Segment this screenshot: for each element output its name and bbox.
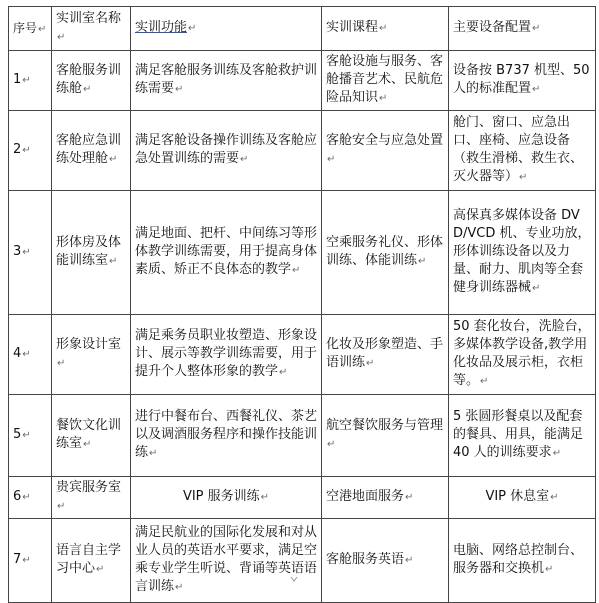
- cell-course: 客舱安全与应急处置↵: [322, 111, 449, 191]
- cell-no: 4↵: [9, 315, 52, 395]
- cell-course: 空港地面服务↵: [322, 477, 449, 519]
- cell-function: 满足客舱服务训练及客舱救护训练需要↵: [131, 51, 322, 111]
- cell-equipment: 50 套化妆台，洗脸台，多媒体教学设备,教学用化妆品及展示柜，衣柜等。↵: [449, 315, 596, 395]
- cell-room-name: 形象设计室↵: [52, 315, 131, 395]
- header-course: 实训课程↵: [322, 7, 449, 51]
- table-row: [9, 51, 596, 111]
- cell-function: 进行中餐布台、西餐礼仪、茶艺以及调酒服务程序和操作技能训练↵: [131, 395, 322, 477]
- table-row: [9, 315, 596, 395]
- cell-course: 化妆及形象塑造、手语训练↵: [322, 315, 449, 395]
- cell-equipment: VIP 休息室↵: [449, 477, 596, 519]
- table-row: [9, 519, 596, 603]
- table-row: [9, 111, 596, 191]
- cell-room-name: 形体房及体能训练室↵: [52, 191, 131, 315]
- cell-equipment: 设备按 B737 机型、50 人的标准配置↵: [449, 51, 596, 111]
- cell-no: 1↵: [9, 51, 52, 111]
- cell-function: 满足客舱设备操作训练及客舱应急处置训练的需要↵: [131, 111, 322, 191]
- cell-equipment: 舱门、窗口、应急出口、座椅、应急设备（救生滑梯、救生衣、灭火器等）↵: [449, 111, 596, 191]
- cell-no: 6↵: [9, 477, 52, 519]
- cell-room-name: 客舱应急训练处理舱↵: [52, 111, 131, 191]
- paragraph-mark-icon: [290, 576, 298, 582]
- cell-room-name: 语言自主学习中心↵: [52, 519, 131, 603]
- header-function: 实训功能↵: [131, 7, 322, 51]
- cell-no: 5↵: [9, 395, 52, 477]
- table-row: [9, 191, 596, 315]
- training-room-table: [8, 6, 596, 603]
- table-row: [9, 477, 596, 519]
- cell-function: 满足地面、把杆、中间练习等形体教学训练需要，用于提高身体素质、矫正不良体态的教学↵: [131, 191, 322, 315]
- cell-equipment: 电脑、网络总控制台、服务器和交换机↵: [449, 519, 596, 603]
- cell-no: 2↵: [9, 111, 52, 191]
- cell-course: 客舱服务英语↵: [322, 519, 449, 603]
- table-row: [9, 395, 596, 477]
- cell-room-name: 客舱服务训练舱↵: [52, 51, 131, 111]
- cell-equipment: 5 张圆形餐桌以及配套的餐具、用具，能满足 40 人的训练要求↵: [449, 395, 596, 477]
- table-header-row: [9, 7, 596, 51]
- cell-function: 满足民航业的国际化发展和对从业人员的英语水平要求，满足空乘专业学生听说、背诵等英语语言训练↵: [131, 519, 322, 603]
- cell-no: 3↵: [9, 191, 52, 315]
- cell-room-name: 餐饮文化训练室↵: [52, 395, 131, 477]
- cell-course: 空乘服务礼仪、形体训练、体能训练↵: [322, 191, 449, 315]
- header-room-name: 实训室名称↵: [52, 7, 131, 51]
- cell-function: 满足乘务员职业妆塑造、形象设计、展示等教学训练需要，用于提升个人整体形象的教学↵: [131, 315, 322, 395]
- cell-room-name: 贵宾服务室↵: [52, 477, 131, 519]
- cell-course: 客舱设施与服务、客舱播音艺术、民航危险品知识↵: [322, 51, 449, 111]
- header-equipment: 主要设备配置↵: [449, 7, 596, 51]
- cell-equipment: 高保真多媒体设备 DVD/VCD 机、专业功放，形体训练设备以及力量、耐力、肌肉等全套健身训练器械↵: [449, 191, 596, 315]
- cell-function: VIP 服务训练↵: [131, 477, 322, 519]
- cell-course: 航空餐饮服务与管理↵: [322, 395, 449, 477]
- cell-no: 7↵: [9, 519, 52, 603]
- header-no: 序号↵: [9, 7, 52, 51]
